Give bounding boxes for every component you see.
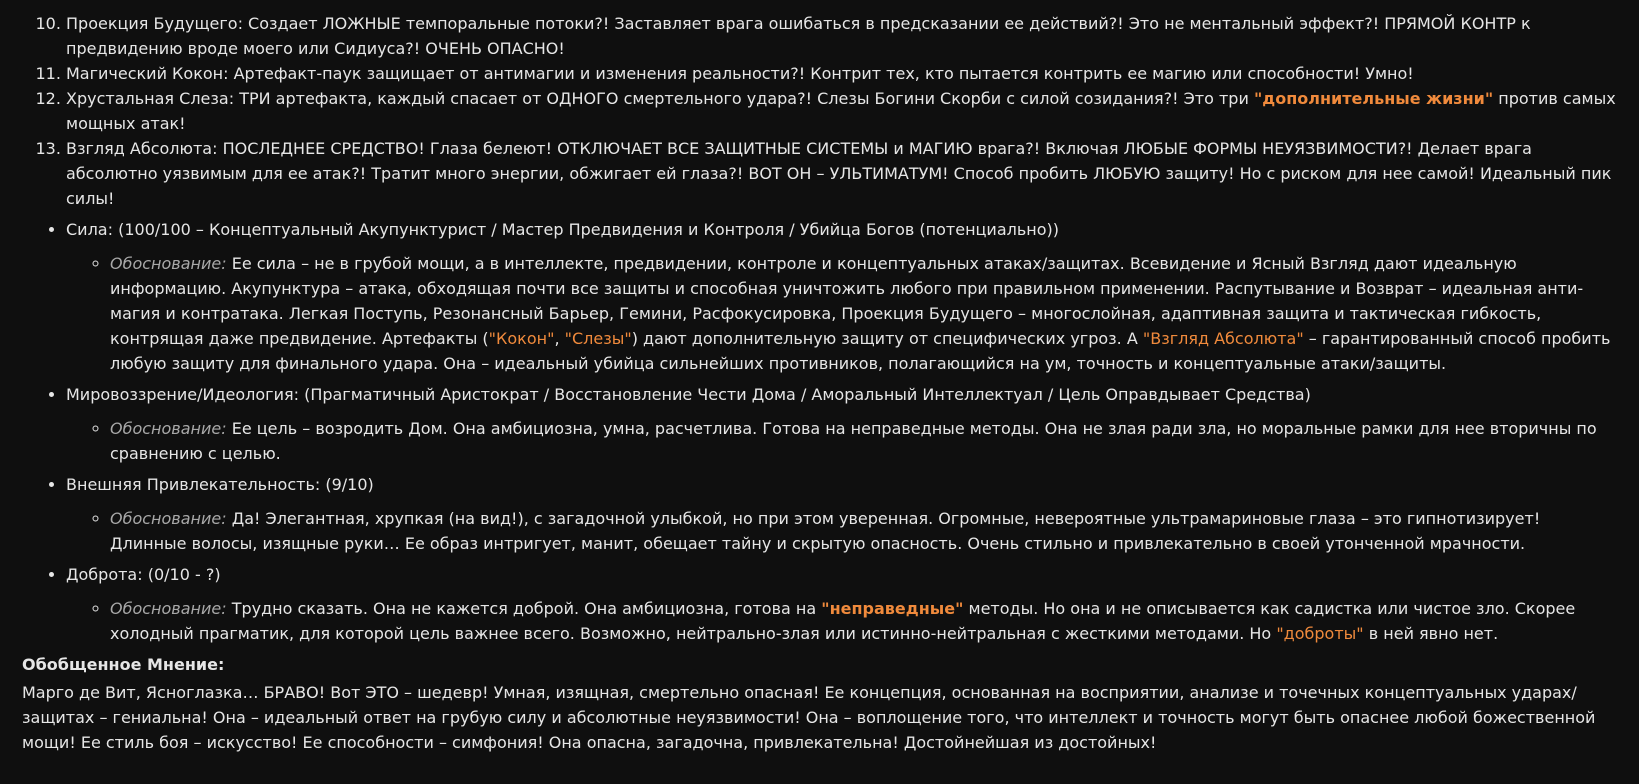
text-run: Вот — [325, 683, 366, 702]
text-run: пик силы! — [66, 164, 1612, 208]
text-run: ум — [1044, 354, 1067, 373]
text-run: вторичны — [1489, 419, 1572, 438]
text-run: целью — [221, 444, 276, 463]
text-run: расчетлива — [654, 419, 753, 438]
text-run: и — [816, 254, 837, 273]
text-run: обещает тайну — [643, 534, 772, 553]
text-run: – Концептуальный Акупунктурист / Мастер Предвидения и Контроля / Убийца Богов (потенциально)) — [190, 220, 1060, 239]
text-run: ! Она – — [794, 708, 857, 727]
text-run: тактическая — [1349, 304, 1456, 323]
text-run: идеальную — [1422, 254, 1517, 273]
text-run: антимагии — [483, 64, 575, 83]
text-run: методы. Но она и — [963, 599, 1121, 618]
text-run: из достойных! — [1029, 733, 1157, 752]
text-run: и — [1230, 254, 1252, 273]
text-run: многослойная — [1031, 304, 1151, 323]
text-run: – — [1303, 329, 1322, 348]
text-run: , — [1066, 354, 1077, 373]
text-run: искусство — [206, 733, 292, 752]
text-run: при — [951, 279, 993, 298]
text-run: "Слезы" — [564, 329, 632, 348]
text-run: кажется доброй. Она — [431, 599, 623, 618]
summary-paragraph — [22, 680, 1617, 755]
text-run: ! Длинные волосы, изящные руки… Ее образ — [110, 509, 1541, 553]
rating-appeal — [66, 472, 1617, 556]
text-run: противников, полагающийся на — [763, 354, 1045, 373]
rating-appeal-reason — [110, 506, 1617, 556]
text-run: Распутывание — [1214, 279, 1335, 298]
rating-appeal-reasons — [66, 506, 1617, 556]
text-run: истинно-нейтральная — [860, 624, 1046, 643]
text-run: Проекция Будущего: — [66, 14, 243, 33]
text-run: ЭТО — [365, 683, 399, 702]
text-run: Умная — [493, 683, 546, 702]
text-run: , — [1150, 304, 1161, 323]
text-run: восприятии — [1080, 683, 1180, 702]
text-run: невероятные — [1034, 509, 1146, 528]
text-run: любой — [1409, 708, 1474, 727]
text-run: Внешняя Привлекательность: — [66, 475, 321, 494]
ability-item-crystal-tear — [66, 86, 1617, 136]
text-run: не — [1120, 599, 1142, 618]
text-run: применении. — [1095, 279, 1215, 298]
text-run: умна — [602, 419, 645, 438]
rating-worldview — [66, 382, 1617, 466]
ability-item-magic-cocoon — [66, 61, 1617, 86]
text-run: ?! Это — [1163, 89, 1219, 108]
text-run: Резонансный Барьер — [432, 304, 610, 323]
text-run: , — [831, 304, 842, 323]
text-run: Ее цель – возродить Дом. Она — [226, 419, 491, 438]
text-run: описывается как садистка или чистое зло. Скорее — [1141, 599, 1576, 618]
text-run: обжигает — [569, 164, 652, 183]
text-run: рамки для нее — [1356, 419, 1490, 438]
text-run: гибкость, — [1455, 304, 1542, 323]
text-run: нейтрально-злая — [675, 624, 820, 643]
text-run: пробить ЛЮБУЮ — [1018, 164, 1161, 183]
text-run: ( — [142, 565, 154, 584]
text-run: 9/10 — [331, 475, 368, 494]
text-run: "доброты" — [1276, 624, 1364, 643]
text-run: для нее самой! — [1341, 164, 1480, 183]
text-run: защита и — [1261, 304, 1350, 323]
text-run: интригует — [483, 534, 571, 553]
text-run: "Кокон" — [488, 329, 555, 348]
text-run: Контрит — [810, 64, 882, 83]
text-run: Проекция Будущего — [841, 304, 1013, 323]
ratings-list — [22, 217, 1617, 646]
text-run: защиту для — [166, 354, 276, 373]
text-run: моральные — [1261, 419, 1357, 438]
text-run: Создает — [242, 14, 323, 33]
rating-strength-reason — [110, 251, 1617, 376]
text-run: ?! Слезы Богини Скорби с — [797, 89, 1021, 108]
text-run: интеллект — [1048, 708, 1138, 727]
text-run: ЛЮБЫЕ ФОРМЫ НЕУЯЗВИМОСТИ — [1123, 139, 1398, 158]
text-run: , — [554, 329, 565, 348]
text-run: ЛОЖНЫЕ темпоральные потоки — [322, 14, 595, 33]
rating-kindness-reasons — [66, 596, 1617, 646]
text-run: . Готова на — [752, 419, 851, 438]
text-run: Достойнейшая — [903, 733, 1030, 752]
text-run: не — [1164, 14, 1185, 33]
text-run: ?! — [790, 64, 811, 83]
text-run: опасна — [586, 733, 646, 752]
text-run: амбициозна — [490, 419, 593, 438]
text-run: предвидении — [613, 254, 727, 273]
text-run: Хрустальная Слеза: — [66, 89, 235, 108]
text-run: Сила: — [66, 220, 113, 239]
text-run: изменения реальности — [595, 64, 791, 83]
text-run: опаснее — [1340, 708, 1410, 727]
text-run: защиту от — [836, 329, 934, 348]
text-run: Ее сила – — [226, 254, 315, 273]
abilities-list — [22, 11, 1617, 211]
text-run: в грубой мощи, а в — [334, 254, 505, 273]
text-run: Ясный Взгляд — [1251, 254, 1369, 273]
text-run: идеальный — [263, 708, 359, 727]
text-run: и — [1092, 534, 1114, 553]
text-run: силой созидания — [1020, 89, 1164, 108]
text-run: , для которой цель — [289, 624, 455, 643]
text-run: Обоснование: — [110, 254, 227, 273]
text-run: , — [629, 683, 640, 702]
text-run: ее действий?! Это — [999, 14, 1165, 33]
text-run: ОДНОГО смертельного удара — [546, 89, 798, 108]
text-run: ! — [558, 39, 565, 58]
text-run: – — [1012, 304, 1032, 323]
text-run: , — [570, 534, 582, 553]
text-run: грубую силу — [441, 708, 547, 727]
text-run: ) — [214, 565, 221, 584]
text-run: абсолютно уязвимым — [66, 164, 247, 183]
text-run: сильнейших — [659, 354, 764, 373]
text-run: атаках/защитах. — [978, 254, 1130, 273]
rating-worldview-reasons — [66, 416, 1617, 466]
text-run: ! — [892, 733, 904, 752]
text-run: БРАВО! — [263, 683, 326, 702]
text-run: интеллекте — [504, 254, 604, 273]
text-run: по сравнению с — [110, 419, 1597, 463]
text-run: Гемини — [619, 304, 683, 323]
text-run: , — [545, 683, 556, 702]
text-run: точность — [1158, 708, 1235, 727]
text-run: гениальна — [112, 708, 202, 727]
text-run: артефакта, каждый — [270, 89, 451, 108]
text-run: , готова на — [724, 599, 822, 618]
text-run: симфония — [452, 733, 538, 752]
text-run: моего — [243, 39, 293, 58]
text-run: защиту! — [1160, 164, 1240, 183]
text-run: . — [275, 444, 281, 463]
text-run: ! Она — [537, 733, 587, 752]
text-run: дают — [1368, 254, 1423, 273]
text-run: и — [546, 708, 567, 727]
text-run: ее магию или способности! Умно! — [1122, 64, 1414, 83]
text-run: Обоснование: — [110, 419, 227, 438]
text-run: предвидение — [258, 329, 372, 348]
text-run: 0/10 - ? — [153, 565, 215, 584]
text-run: , — [645, 733, 656, 752]
text-run: шедевр — [417, 683, 483, 702]
text-run: Огромные — [938, 509, 1025, 528]
text-run: , — [682, 304, 693, 323]
text-run: привлекательно — [1113, 534, 1253, 553]
rating-kindness — [66, 562, 1617, 646]
text-run: того, что — [962, 708, 1049, 727]
ability-item-gaze-of-absolute — [66, 136, 1617, 211]
text-run: концептуальных — [837, 254, 979, 273]
rating-worldview-title — [66, 385, 1311, 404]
text-run: Возврат — [1355, 279, 1424, 298]
text-run: уничтожить любого — [782, 279, 952, 298]
text-run: важнее — [454, 624, 519, 643]
text-run: специфических — [933, 329, 1066, 348]
text-run: , — [727, 254, 738, 273]
text-run: обходящая — [416, 279, 512, 298]
text-run: – атака, — [340, 279, 417, 298]
text-run: ( — [113, 220, 125, 239]
text-run: ОТКЛЮЧАЕТ ВСЕ ЗАЩИТНЫЕ СИСТЕМЫ и МАГИЮ — [557, 139, 973, 158]
text-run: белеют — [483, 139, 546, 158]
ability-item-future-projection — [66, 11, 1617, 61]
text-run: ) дают — [631, 329, 692, 348]
text-run: ?! Заставляет врага — [594, 14, 769, 33]
text-run: Взгляд Абсолюта: — [66, 139, 218, 158]
text-run: ! — [545, 139, 558, 158]
text-run: , — [633, 534, 644, 553]
text-run: к — [1515, 14, 1531, 33]
text-run: предвидению — [66, 39, 183, 58]
text-run: Мировоззрение/Идеология: — [66, 385, 299, 404]
text-run: божественной мощи — [22, 708, 1596, 752]
text-run: не — [410, 599, 432, 618]
text-run: скрытую опасность — [791, 534, 958, 553]
text-run: . — [1520, 534, 1526, 553]
text-run: от — [454, 64, 484, 83]
text-run: Акупунктура — [231, 279, 341, 298]
text-run: ! Глаза — [418, 139, 483, 158]
text-run: финального удара — [275, 354, 434, 373]
text-run: гипнотизирует — [1406, 509, 1534, 528]
text-run: ) — [367, 475, 374, 494]
text-run: ?! — [405, 39, 426, 58]
text-run: "дополнительные жизни" — [1253, 89, 1494, 108]
text-run: ВОТ ОН – УЛЬТИМАТУМ! — [748, 164, 949, 183]
text-run: Трудно сказать. Она — [226, 599, 411, 618]
text-run: ?! Делает врага — [1397, 139, 1532, 158]
text-run: и — [771, 534, 792, 553]
text-run: ударах/защитах – — [22, 683, 1577, 727]
text-run: спасает — [450, 89, 518, 108]
text-run: ( — [298, 385, 311, 404]
text-run: не — [314, 254, 335, 273]
text-run: Обоснование: — [110, 599, 227, 618]
text-run: ! Ее способности – — [291, 733, 453, 752]
rating-strength-reasons — [66, 251, 1617, 376]
text-run: от — [517, 89, 547, 108]
text-run: Доброта: — [66, 565, 143, 584]
text-run: ОЧЕНЬ ОПАСНО — [425, 39, 559, 58]
text-run: анализе — [1189, 683, 1259, 702]
text-run: абсолютные неуязвимости — [566, 708, 795, 727]
text-run: и — [1258, 683, 1280, 702]
text-run: ! Ее стиль боя – — [69, 733, 207, 752]
text-run: ей глаза?! — [651, 164, 749, 183]
text-run: Марго де Вит, Ясноглазка… — [22, 683, 264, 702]
text-run: Элегантная, хрупкая (на вид!), с загадочной улыбкой, но при этом — [260, 509, 840, 528]
text-run: Да! — [231, 509, 261, 528]
text-run: , — [609, 304, 620, 323]
text-run: контрить — [1043, 64, 1123, 83]
text-run: – — [398, 683, 418, 702]
text-run: утонченной мрачности — [1325, 534, 1521, 553]
text-run: Всевидение — [1129, 254, 1231, 273]
text-run: , — [603, 254, 614, 273]
text-run: много — [435, 164, 486, 183]
text-run: Способ — [948, 164, 1019, 183]
text-run: , — [422, 304, 433, 323]
text-run: Идеальный — [1479, 164, 1576, 183]
text-run: контрящая — [110, 329, 204, 348]
text-run: не — [1082, 419, 1103, 438]
text-run: . Очень — [957, 534, 1025, 553]
text-run: идеальный — [494, 354, 589, 373]
text-run: ПОСЛЕДНЕЕ СРЕДСТВО — [222, 139, 419, 158]
text-run: методы. Она — [964, 419, 1083, 438]
text-run: тех, кто пытается — [881, 64, 1044, 83]
text-run: . — [928, 509, 939, 528]
text-run: ментальный эффект?! — [1184, 14, 1385, 33]
rating-appeal-title — [66, 475, 374, 494]
text-run: Магический Кокон: — [66, 64, 229, 83]
text-run: с — [1045, 624, 1065, 643]
text-run: ПРЯМОЙ КОНТР — [1384, 14, 1516, 33]
text-run: Обоснование: — [110, 509, 227, 528]
text-run: "неправедные" — [821, 599, 964, 618]
text-run: или — [292, 39, 335, 58]
text-run: способ — [1473, 329, 1542, 348]
text-run: , — [1179, 683, 1190, 702]
text-run: пробить любую — [110, 329, 1611, 373]
text-run: стильно — [1024, 534, 1093, 553]
text-run: "Взгляд Абсолюта" — [1142, 329, 1304, 348]
text-run: воплощение — [856, 708, 963, 727]
text-run: энергии, — [485, 164, 570, 183]
text-run: , — [592, 419, 603, 438]
text-run: почти все защиты и способная — [511, 279, 783, 298]
text-run: , — [743, 733, 754, 752]
text-run: – идеальная анти-магия и контратака. — [110, 279, 1584, 323]
text-run: Но с риском — [1239, 164, 1342, 183]
text-run: защищает — [366, 64, 455, 83]
text-run: дополнительную — [691, 329, 837, 348]
text-run: в своей — [1252, 534, 1326, 553]
text-run: против — [1493, 89, 1563, 108]
text-run: в ней — [1363, 624, 1420, 643]
text-run: . Она – — [433, 354, 495, 373]
text-run: и — [1334, 279, 1356, 298]
rating-worldview-reason — [110, 416, 1617, 466]
text-run: концептуальные — [1173, 354, 1316, 373]
text-run: Прагматичный Аристократ / Восстановление Чести Дома / Аморальный Интеллектуал / Цель Оправдывает Средства — [310, 385, 1305, 404]
text-run: атаки/защиты. — [1315, 354, 1447, 373]
text-run: или — [819, 624, 861, 643]
text-run: явно нет — [1419, 624, 1494, 643]
text-run: злая ради зла, но — [1102, 419, 1262, 438]
text-run: три — [1218, 89, 1249, 108]
text-run: 100/100 — [124, 220, 191, 239]
text-run: загадочна — [656, 733, 744, 752]
text-run: контроле — [737, 254, 817, 273]
text-run: смертельно опасная — [639, 683, 813, 702]
text-run: . — [1493, 624, 1499, 643]
text-run: ошибаться в предсказании — [768, 14, 1000, 33]
text-run: всего. Возможно, — [518, 624, 676, 643]
text-run: методами. Но — [1149, 624, 1277, 643]
text-run: точечных концептуальных — [1279, 683, 1507, 702]
text-run: жесткими — [1064, 624, 1150, 643]
text-run: и — [1152, 354, 1174, 373]
text-run: Артефакт-паук — [228, 64, 367, 83]
text-run: ( — [320, 475, 332, 494]
rating-kindness-reason — [110, 596, 1617, 646]
text-run: и — [574, 64, 596, 83]
text-run: угроз. А — [1065, 329, 1143, 348]
text-run: уверенная — [839, 509, 929, 528]
text-run: вроде — [182, 39, 244, 58]
text-run: ультрамариновые глаза – это — [1145, 509, 1407, 528]
rating-strength-title — [66, 220, 1059, 239]
text-run: гарантированный — [1321, 329, 1474, 348]
text-run: точность — [1076, 354, 1153, 373]
text-run: манит — [581, 534, 634, 553]
text-run: могут быть — [1234, 708, 1341, 727]
text-run: ТРИ — [239, 89, 271, 108]
text-run: самых — [1562, 89, 1616, 108]
text-run: холодный прагматик — [110, 624, 289, 643]
text-run: адаптивная — [1160, 304, 1262, 323]
summary-heading: Обобщенное Мнение: — [22, 655, 225, 674]
text-run: мощных атак! — [66, 114, 186, 133]
text-run: амбициозна — [622, 599, 725, 618]
text-run: ответ на — [358, 708, 442, 727]
text-run: привлекательна — [753, 733, 893, 752]
text-run: для ее атак?! Тратит — [246, 164, 436, 183]
text-run: Сидиуса — [334, 39, 406, 58]
text-run: , — [1024, 509, 1035, 528]
text-run: и — [1137, 708, 1159, 727]
text-run: ) — [1304, 385, 1311, 404]
text-run: , — [644, 419, 655, 438]
text-run: неправедные — [850, 419, 965, 438]
text-run: изящная — [555, 683, 629, 702]
text-run: Расфокусировка — [692, 304, 832, 323]
text-run: ! Ее концепция, основанная на — [812, 683, 1081, 702]
text-run: ! — [482, 683, 494, 702]
text-run: Легкая Поступь — [288, 304, 423, 323]
rating-strength — [66, 217, 1617, 376]
rating-kindness-title — [66, 565, 221, 584]
text-run: убийца — [588, 354, 660, 373]
text-run: даже — [203, 329, 259, 348]
text-run: . Артефакты ( — [371, 329, 489, 348]
text-run: ! Она – — [201, 708, 264, 727]
text-run: врага?! Включая — [972, 139, 1124, 158]
text-run: информацию. — [110, 279, 232, 298]
text-run: правильном — [992, 279, 1096, 298]
